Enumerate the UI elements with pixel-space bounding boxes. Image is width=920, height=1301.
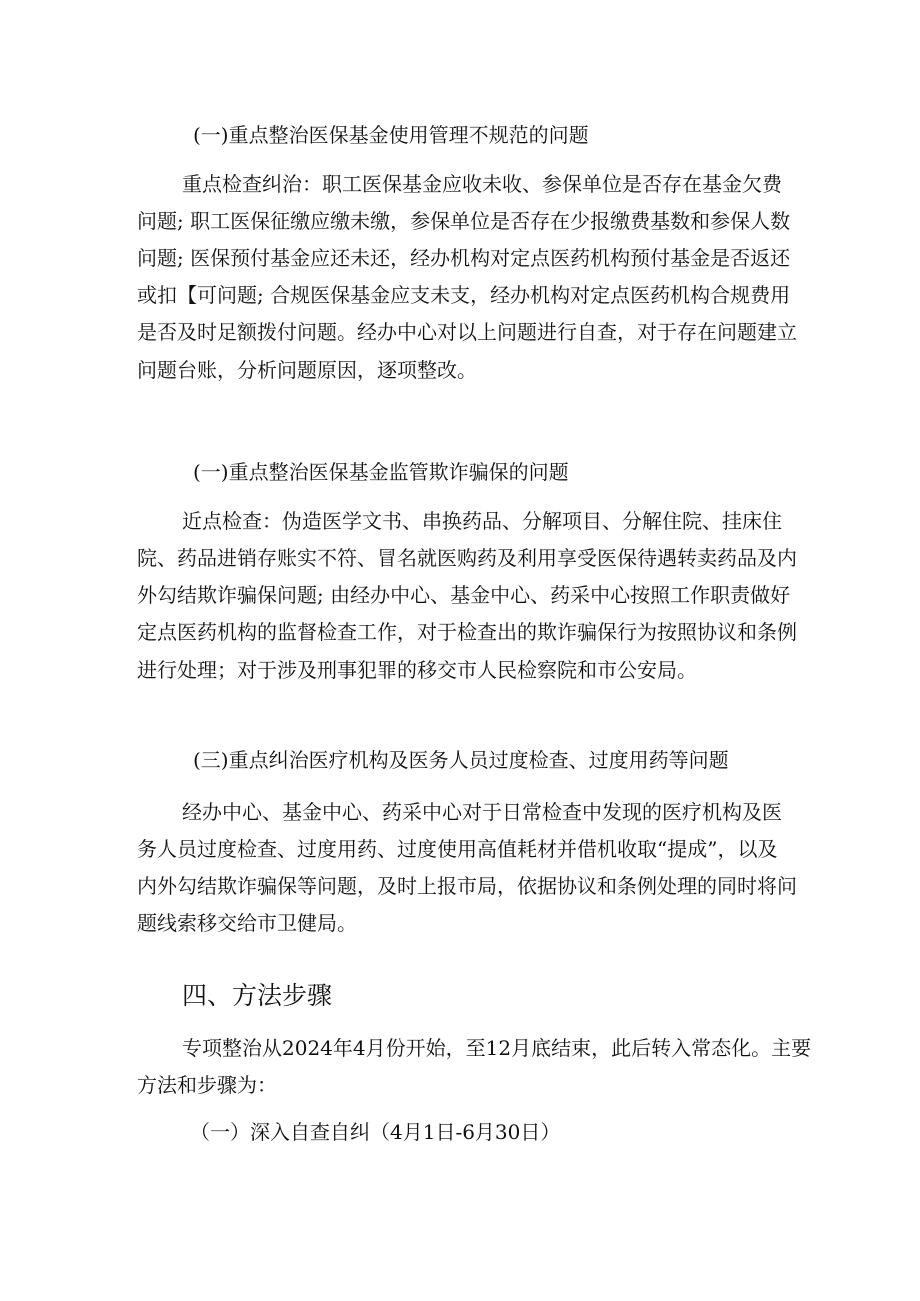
section-1-line-4: 或扣【可问题; 合规医保基金应支未支，经办机构对定点医药机构合规费用 xyxy=(137,283,791,307)
section-1-line-6: 问题台账，分析问题原因，逐项整改。 xyxy=(137,358,477,382)
section-1-heading: (一)重点整治医保基金使用管理不规范的问题 xyxy=(193,123,589,147)
section-1-line-2: 问题; 职工医保征缴应缴未缴，参保单位是否存在少报缴费基数和参保人数 xyxy=(137,209,791,233)
section-1-line-5: 是否及时足额拨付问题。经办中心对以上问题进行自查，对于存在问题建立 xyxy=(137,320,797,344)
section-2-line-4: 定点医药机构的监督检查工作，对于检查出的欺诈骗保行为按照协议和条例 xyxy=(137,620,797,644)
section-2-line-2: 院、药品进销存账实不符、冒名就医购药及利用享受医保待遇转卖药品及内 xyxy=(137,546,797,570)
section-3-line-3: 内外勾结欺诈骗保等问题，及时上报市局，依据协议和条例处理的同时将问 xyxy=(137,874,797,898)
step-one-heading: （一）深入自查自纠（4月1日-6月30日） xyxy=(190,1120,561,1144)
part-four-line-1: 专项整治从2024年4月份开始，至12月底结束，此后转入常态化。主要 xyxy=(182,1036,812,1060)
section-1-line-1: 重点检查纠治：职工医保基金应收未收、参保单位是否存在基金欠费 xyxy=(182,172,782,196)
section-1-line-3: 问题; 医保预付基金应还未还，经办机构对定点医药机构预付基金是否返还 xyxy=(137,246,791,270)
section-3-line-2: 务人员过度检查、过度用药、过度使用高值耗材并借机收取“提成”，以及 xyxy=(137,837,778,861)
section-2-line-5: 进行处理；对于涉及刑事犯罪的移交市人民检察院和市公安局。 xyxy=(137,658,697,682)
section-2-heading: (一)重点整治医保基金监管欺诈骗保的问题 xyxy=(193,460,569,484)
section-2-line-3: 外勾结欺诈骗保问题; 由经办中心、基金中心、药采中心按照工作职责做好 xyxy=(137,583,791,607)
part-four-title: 四、方法步骤 xyxy=(182,981,333,1010)
section-3-heading: (三)重点纠治医疗机构及医务人员过度检查、过度用药等问题 xyxy=(193,748,729,772)
part-four-line-2: 方法和步骤为： xyxy=(137,1073,277,1097)
section-3-line-4: 题线索移交给市卫健局。 xyxy=(137,911,357,935)
section-2-line-1: 近点检查：伪造医学文书、串换药品、分解项目、分解住院、挂床住 xyxy=(182,509,782,533)
section-3-line-1: 经办中心、基金中心、药采中心对于日常检查中发现的医疗机构及医 xyxy=(182,800,782,824)
